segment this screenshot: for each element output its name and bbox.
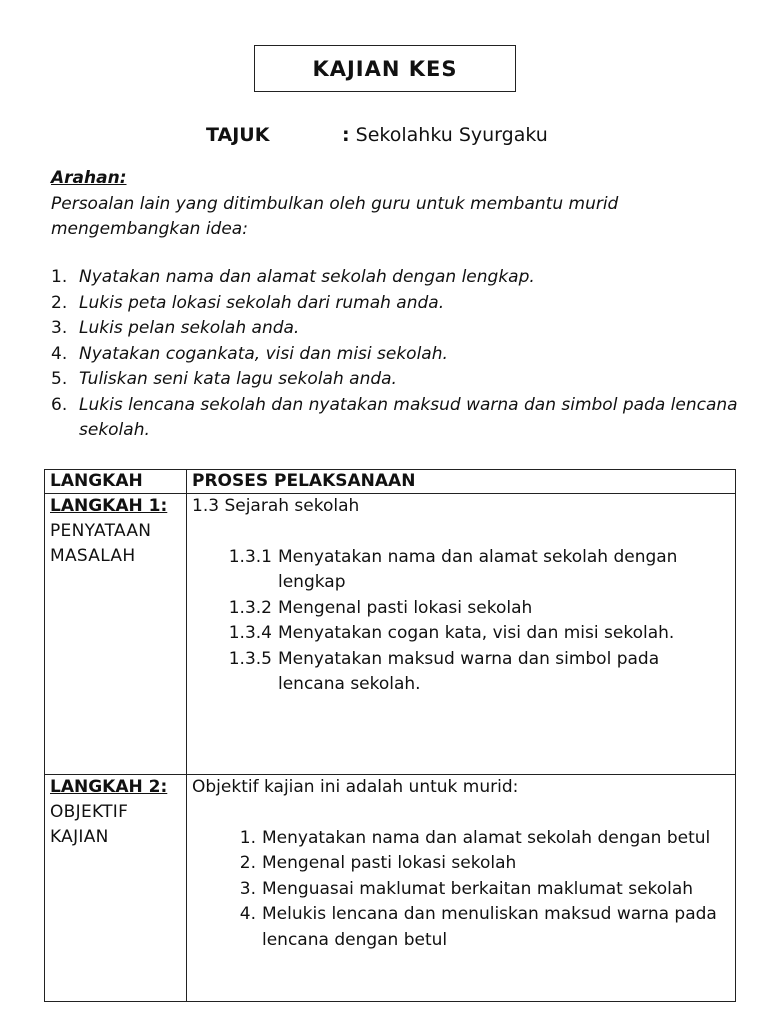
item-number: 5. [51, 369, 68, 389]
item-number: 4. [239, 904, 256, 924]
list-item [51, 342, 741, 368]
list-item [192, 647, 730, 698]
step-desc: OBJEKTIF [50, 802, 129, 822]
item-text: Nyatakan nama dan alamat sekolah dengan lengkap. [79, 267, 535, 287]
item-text: Lukis lencana sekolah dan nyatakan maksud warna dan simbol pada lencana sekolah. [79, 394, 738, 440]
topic-label: TAJUK [206, 124, 270, 146]
list-item [192, 621, 730, 647]
item-text: Menyatakan nama dan alamat sekolah dengan betul [262, 827, 711, 848]
step-title: LANGKAH 2: [50, 777, 168, 797]
step-desc: KAJIAN [50, 827, 109, 847]
list-item [51, 291, 741, 317]
list-item [51, 367, 741, 393]
list-item [192, 545, 730, 596]
process-table [44, 469, 736, 1002]
process-intro: 1.3 Sejarah sekolah [192, 496, 360, 516]
table-row [45, 775, 736, 1002]
item-text: Tuliskan seni kata lagu sekolah anda. [79, 369, 397, 389]
item-number: 1.3.2 [228, 597, 272, 618]
process-cell [187, 775, 736, 1002]
document-title: KAJIAN KES [254, 45, 516, 92]
item-number: 1. [51, 267, 68, 287]
item-number: 3. [51, 318, 68, 338]
item-number: 1. [239, 827, 256, 848]
item-number: 6. [51, 394, 68, 415]
item-number: 4. [51, 343, 68, 364]
process-intro: Objektif kajian ini adalah untuk murid: [192, 777, 519, 797]
list-item [192, 851, 730, 877]
sub-list [192, 545, 730, 698]
item-text: Nyatakan cogankata, visi dan misi sekolah. [79, 343, 448, 364]
list-item [51, 265, 741, 291]
list-item [192, 902, 730, 953]
item-text: Menyatakan maksud warna dan simbol pada lencana sekolah. [278, 648, 660, 694]
item-text: Mengenal pasti lokasi sekolah [262, 853, 517, 873]
column-header-process: PROSES PELAKSANAAN [187, 470, 736, 494]
topic-colon: : [342, 124, 350, 146]
list-item [51, 393, 741, 444]
item-number: 2. [239, 853, 256, 873]
item-text: Melukis lencana dan menuliskan maksud warna pada lencana dengan betul [262, 904, 717, 950]
list-item [192, 877, 730, 903]
step-desc: MASALAH [50, 546, 136, 566]
item-text: Lukis peta lokasi sekolah dari rumah anda. [79, 292, 445, 313]
instructions-heading: Arahan: [51, 168, 127, 188]
item-text: Mengenal pasti lokasi sekolah [278, 597, 533, 618]
table-header-row [45, 470, 736, 494]
step-cell [45, 775, 187, 1002]
item-number: 3. [239, 878, 256, 899]
topic-line [206, 124, 548, 146]
list-item [51, 316, 741, 342]
list-item [192, 596, 730, 622]
objective-list [192, 826, 730, 954]
item-text: Menyatakan cogan kata, visi dan misi sekolah. [278, 623, 675, 643]
step-cell [45, 494, 187, 775]
item-text: Menyatakan nama dan alamat sekolah dengan lengkap [278, 546, 678, 592]
process-cell [187, 494, 736, 775]
item-number: 2. [51, 292, 68, 313]
step-title: LANGKAH 1: [50, 496, 168, 516]
item-number: 1.3.1 [228, 546, 272, 567]
item-number: 1.3.4 [228, 623, 272, 643]
step-desc: PENYATAAN [50, 521, 152, 541]
question-list [51, 265, 741, 444]
column-header-step: LANGKAH [45, 470, 187, 494]
topic-value: Sekolahku Syurgaku [355, 124, 548, 146]
list-item [192, 826, 730, 852]
item-number: 1.3.5 [228, 648, 272, 669]
instructions-text: Persoalan lain yang ditimbulkan oleh guru untuk membantu murid mengembangkan idea: [51, 194, 619, 239]
item-text: Lukis pelan sekolah anda. [79, 318, 300, 338]
item-text: Menguasai maklumat berkaitan maklumat sekolah [262, 878, 694, 899]
table-row [45, 494, 736, 775]
